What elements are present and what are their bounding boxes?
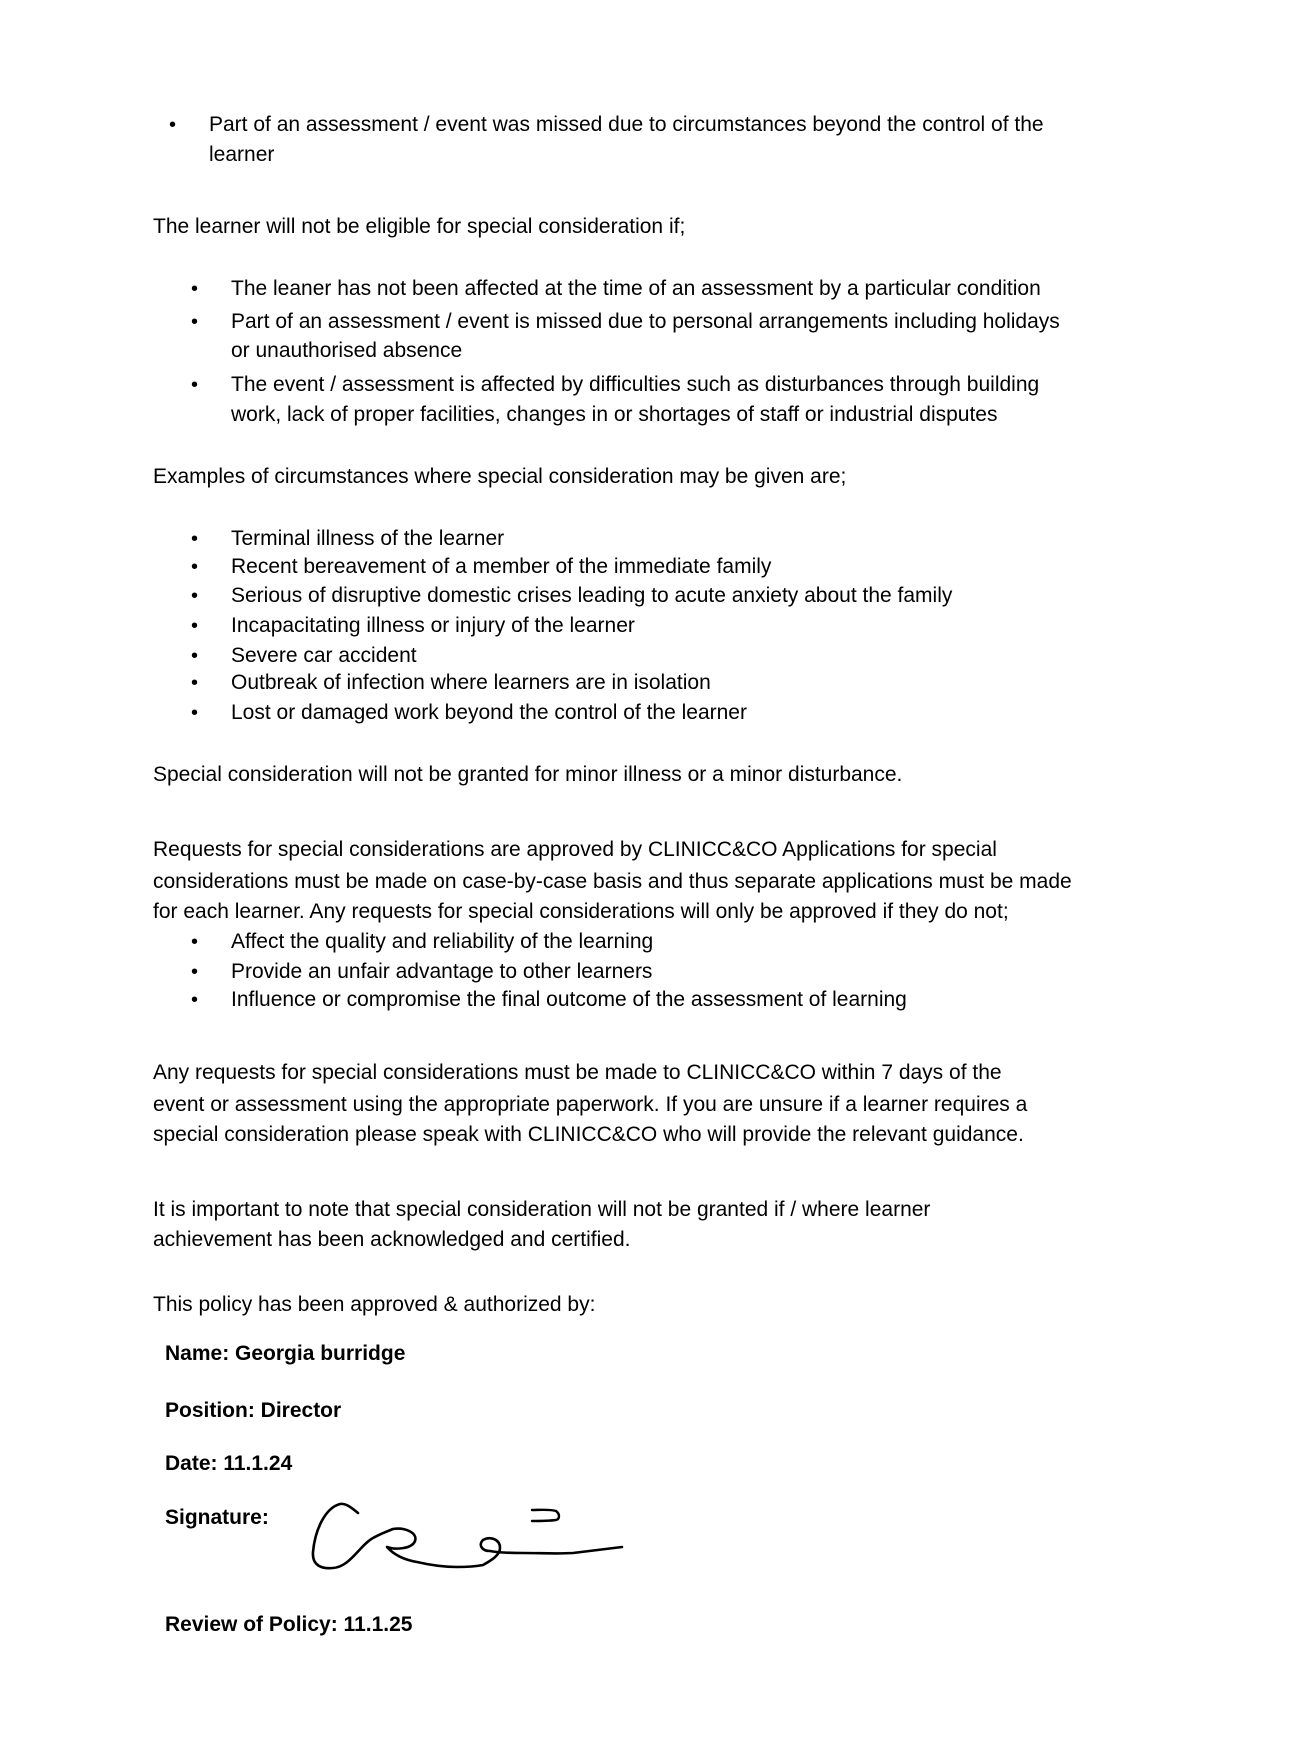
bullet-icon: • [191, 961, 199, 983]
timing-line: special consideration please speak with CLINICC&CO who will provide the relevant guidance. [153, 1123, 1024, 1146]
examples-heading: Examples of circumstances where special consideration may be given are; [153, 465, 847, 488]
not-eligible-item: work, lack of proper facilities, changes in or shortages of staff or industrial disputes [231, 403, 998, 426]
bullet-icon: • [191, 931, 199, 953]
bullet-icon: • [191, 311, 199, 333]
example-item: Recent bereavement of a member of the immediate family [231, 555, 772, 578]
example-item: Lost or damaged work beyond the control of the learner [231, 701, 747, 724]
timing-line: event or assessment using the appropriate paperwork. If you are unsure if a learner requires a [153, 1093, 1028, 1116]
example-item: Outbreak of infection where learners are in isolation [231, 671, 711, 694]
bullet-icon: • [191, 615, 199, 637]
approval-heading: This policy has been approved & authorized by: [153, 1293, 596, 1316]
timing-line: Any requests for special considerations must be made to CLINICC&CO within 7 days of the [153, 1061, 1002, 1084]
not-eligible-item: Part of an assessment / event is missed due to personal arrangements including holidays [231, 310, 1060, 333]
example-item: Severe car accident [231, 644, 417, 667]
review-date: Review of Policy: 11.1.25 [165, 1613, 413, 1636]
requests-line: for each learner. Any requests for special considerations will only be approved if they do not; [153, 900, 1009, 923]
bullet-icon: • [191, 672, 199, 694]
requests-line: Requests for special considerations are approved by CLINICC&CO Applications for special [153, 838, 997, 861]
requests-item: Influence or compromise the final outcome of the assessment of learning [231, 988, 907, 1011]
bullet-icon: • [191, 278, 199, 300]
requests-item: Affect the quality and reliability of the learning [231, 930, 654, 953]
bullet-icon: • [191, 989, 199, 1011]
approval-date: Date: 11.1.24 [165, 1452, 293, 1475]
bullet-icon: • [191, 556, 199, 578]
requests-item: Provide an unfair advantage to other learners [231, 960, 653, 983]
approver-position: Position: Director [165, 1399, 342, 1422]
bullet-icon: • [191, 645, 199, 667]
example-item: Incapacitating illness or injury of the learner [231, 614, 635, 637]
minor-note: Special consideration will not be granted for minor illness or a minor disturbance. [153, 763, 903, 786]
bullet-icon: • [169, 114, 177, 136]
intro-bullet-line: learner [209, 143, 275, 166]
important-line: achievement has been acknowledged and certified. [153, 1228, 631, 1251]
important-line: It is important to note that special consideration will not be granted if / where learner [153, 1198, 931, 1221]
bullet-icon: • [191, 374, 199, 396]
not-eligible-heading: The learner will not be eligible for special consideration if; [153, 215, 686, 238]
approver-name: Name: Georgia burridge [165, 1342, 406, 1365]
intro-bullet-line: Part of an assessment / event was missed due to circumstances beyond the control of the [209, 113, 1044, 136]
not-eligible-item: The event / assessment is affected by difficulties such as disturbances through building [231, 373, 1040, 396]
bullet-icon: • [191, 702, 199, 724]
bullet-icon: • [191, 528, 199, 550]
not-eligible-item: or unauthorised absence [231, 339, 463, 362]
bullet-icon: • [191, 585, 199, 607]
example-item: Serious of disruptive domestic crises leading to acute anxiety about the family [231, 584, 953, 607]
example-item: Terminal illness of the learner [231, 527, 505, 550]
signature-label: Signature: [165, 1506, 269, 1529]
not-eligible-item: The leaner has not been affected at the time of an assessment by a particular condition [231, 277, 1041, 300]
requests-line: considerations must be made on case-by-case basis and thus separate applications must be made [153, 870, 1072, 893]
